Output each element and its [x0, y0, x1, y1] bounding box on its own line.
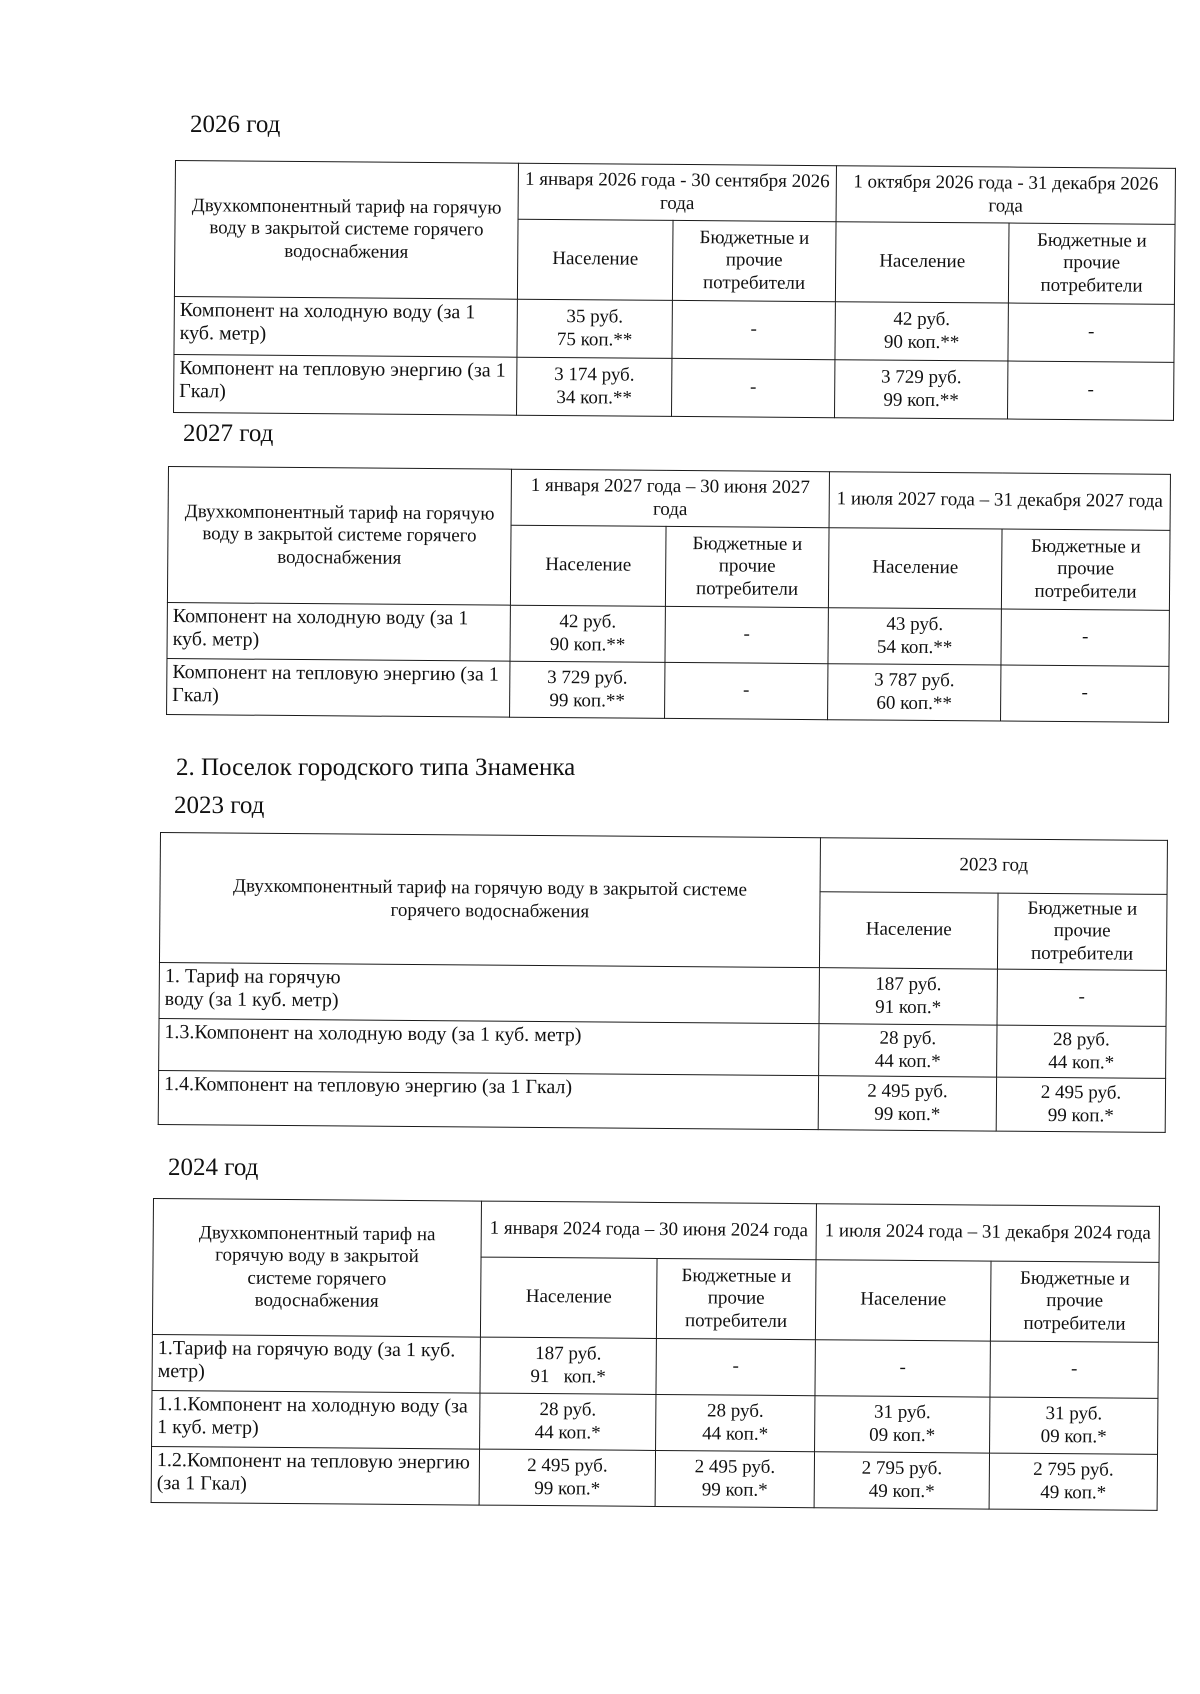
column-header-population: Население — [510, 525, 666, 606]
value-cell: 3 174 руб. 34 коп.** — [517, 357, 672, 416]
value-cell: 2 495 руб. 99 коп.* — [996, 1077, 1165, 1132]
column-header-budget: Бюджетные и прочие потребители — [672, 220, 836, 301]
table-row — [167, 658, 1169, 722]
tariff-table-2024 — [151, 1198, 1160, 1511]
column-header-population: Население — [819, 892, 998, 969]
period-header: 1 октября 2026 года - 31 декабря 2026 года — [836, 166, 1175, 225]
column-header-budget: Бюджетные и прочие потребители — [990, 1261, 1159, 1342]
section-title: 2. Поселок городского типа Знаменка — [176, 754, 576, 781]
row-label: Компонент на тепловую энергию (за 1 Гкал) — [167, 658, 510, 717]
table-row — [174, 354, 1174, 420]
value-cell: 187 руб. 91 коп.* — [819, 968, 997, 1025]
tariff-header-label: Двухкомпонентный тариф на горячую воду в закрытой системе горячего водоснабжения — [167, 467, 511, 606]
value-cell: - — [665, 606, 828, 663]
period-header: 1 января 2024 года – 30 июня 2024 года — [481, 1201, 816, 1260]
value-cell: - — [815, 1340, 990, 1397]
tariff-header-label: Двухкомпонентный тариф на горячую воду в закрытой системе горячего водоснабжения — [152, 1199, 481, 1338]
value-cell: 28 руб. 44 коп.* — [656, 1394, 815, 1451]
column-header-population: Население — [480, 1257, 657, 1338]
column-header-budget: Бюджетные и прочие потребители — [656, 1258, 816, 1339]
value-cell: 35 руб. 75 коп.** — [517, 299, 672, 358]
value-cell: - — [672, 358, 835, 417]
row-label: 1.Тариф на горячую воду (за 1 куб. метр) — [152, 1334, 480, 1393]
column-header-population: Население — [835, 222, 1009, 303]
table-row — [167, 602, 1169, 666]
column-header-budget: Бюджетные и прочие потребители — [665, 526, 829, 607]
row-label: 1. Тариф на горячую воду (за 1 куб. метр) — [159, 962, 819, 1023]
heading-2023: 2023 год — [174, 792, 265, 819]
heading-2024: 2024 год — [168, 1154, 259, 1181]
value-cell: 2 495 руб. 99 коп.* — [818, 1076, 996, 1131]
tariff-header-label: Двухкомпонентный тариф на горячую воду в закрытой системе горячего водоснабжения — [159, 833, 820, 968]
period-header: 1 января 2027 года – 30 июня 2027 года — [511, 469, 829, 527]
column-header-budget: Бюджетные и прочие потребители — [1008, 223, 1175, 304]
column-header-budget: Бюджетные и прочие потребители — [1001, 529, 1170, 610]
value-cell: 28 руб. 44 коп.* — [997, 1025, 1166, 1078]
column-header-budget: Бюджетные и прочие потребители — [997, 893, 1167, 970]
value-cell: - — [665, 662, 828, 719]
value-cell: 187 руб. 91 коп.* — [480, 1337, 656, 1394]
value-cell: 3 787 руб. 60 коп.** — [828, 664, 1001, 721]
value-cell: 42 руб. 90 коп.** — [835, 302, 1008, 361]
period-header: 1 июля 2027 года – 31 декабря 2027 года — [829, 472, 1170, 531]
period-header: 1 января 2026 года - 30 сентября 2026 года — [518, 163, 836, 221]
value-cell: - — [656, 1338, 815, 1395]
row-label: Компонент на тепловую энергию (за 1 Гкал) — [174, 354, 517, 415]
value-cell: 2 795 руб. 49 коп.* — [814, 1452, 989, 1509]
row-label: 1.2.Компонент на тепловую энергию (за 1 Гкал) — [151, 1446, 479, 1505]
value-cell: 3 729 руб. 99 коп.** — [510, 661, 665, 718]
value-cell: - — [997, 969, 1166, 1026]
value-cell: 28 руб. 44 коп.* — [819, 1024, 997, 1077]
table-row — [158, 1070, 1165, 1132]
row-label: Компонент на холодную воду (за 1 куб. метр) — [174, 296, 517, 357]
column-header-population: Население — [815, 1260, 991, 1341]
tariff-header-label: Двухкомпонентный тариф на горячую воду в закрытой системе горячего водоснабжения — [174, 161, 518, 300]
table-row — [174, 296, 1174, 362]
value-cell: - — [1008, 303, 1174, 362]
value-cell: 2 495 руб. 99 коп.* — [479, 1449, 655, 1506]
value-cell: - — [1007, 361, 1173, 420]
value-cell: - — [1001, 609, 1169, 666]
table-row — [159, 962, 1166, 1026]
value-cell: 31 руб. 09 коп.* — [815, 1396, 990, 1453]
value-cell: 2 495 руб. 99 коп.* — [655, 1450, 814, 1507]
table-row — [152, 1334, 1158, 1398]
value-cell: - — [990, 1341, 1158, 1398]
value-cell: - — [1001, 665, 1169, 722]
value-cell: 28 руб. 44 коп.* — [480, 1393, 656, 1450]
value-cell: 3 729 руб. 99 коп.** — [834, 360, 1007, 419]
column-header-population: Население — [517, 219, 673, 300]
tariff-table-2026 — [173, 160, 1176, 421]
row-label: 1.1.Компонент на холодную воду (за 1 куб. метр) — [152, 1390, 480, 1449]
table-row — [152, 1390, 1158, 1454]
heading-2027: 2027 год — [183, 420, 274, 447]
row-label: 1.3.Компонент на холодную воду (за 1 куб. метр) — [159, 1018, 819, 1075]
value-cell: - — [672, 300, 835, 359]
tariff-table-2023 — [158, 832, 1168, 1133]
period-header: 1 июля 2024 года – 31 декабря 2024 года — [816, 1204, 1159, 1263]
heading-2026: 2026 год — [190, 111, 281, 138]
column-header-population: Население — [828, 528, 1002, 609]
row-label: 1.4.Компонент на тепловую энергию (за 1 Гкал) — [158, 1070, 818, 1129]
value-cell: 43 руб. 54 коп.** — [828, 608, 1001, 665]
value-cell: 2 795 руб. 49 коп.* — [989, 1453, 1157, 1510]
table-row — [151, 1446, 1157, 1510]
value-cell: 42 руб. 90 коп.** — [510, 605, 665, 662]
tariff-table-2027 — [166, 466, 1171, 723]
period-header: 2023 год — [820, 838, 1167, 895]
row-label: Компонент на холодную воду (за 1 куб. метр) — [167, 602, 510, 661]
table-row — [159, 1018, 1166, 1078]
value-cell: 31 руб. 09 коп.* — [990, 1397, 1158, 1454]
